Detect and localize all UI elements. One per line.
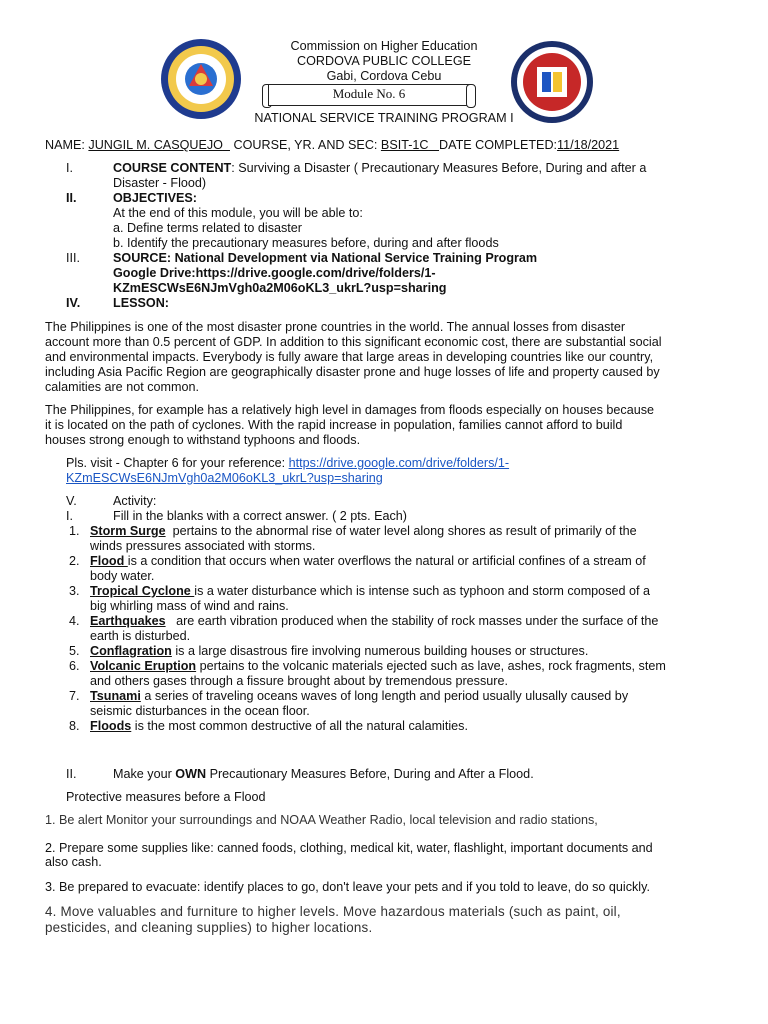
- course-content-text-cont: Disaster - Flood): [113, 176, 207, 190]
- item-number: 4.: [69, 614, 80, 628]
- item-text-cont: seismic disturbances in the ocean floor.: [90, 704, 310, 718]
- student-name: JUNGIL M. CASQUEJO: [88, 138, 223, 152]
- fill-item: [90, 659, 666, 674]
- item-text-cont: earth is disturbed.: [90, 629, 191, 643]
- answer-tropical-cyclone: Tropical Cyclone: [90, 584, 195, 598]
- part-2-number: II.: [66, 767, 77, 781]
- item-number: 7.: [69, 689, 80, 703]
- date-completed: 11/18/2021: [557, 138, 620, 152]
- objective-a: a. Define terms related to disaster: [113, 221, 302, 235]
- section-1-course-content: [113, 161, 646, 176]
- student-course: BSIT-1C: [380, 138, 429, 152]
- measure-1: 1. Be alert Monitor your surroundings and NOAA Weather Radio, local television and radio stations,: [45, 813, 598, 827]
- item-text: is the most common destructive of all the natural calamities.: [131, 719, 468, 733]
- module-banner: [262, 84, 474, 106]
- lesson-p1-line: including Asia Pacific Region are geographically disaster prone and huge losses of life and property caused by: [45, 365, 660, 379]
- student-info: [45, 138, 619, 153]
- source-line: [113, 251, 537, 266]
- part-2-pre: Make your: [113, 767, 176, 781]
- lesson-p2-line: houses strong enough to withstand typhoons and floods.: [45, 433, 361, 447]
- item-text: is a condition that occurs when water overflows the natural or artificial confines of a stream of: [127, 554, 646, 568]
- source-drive-line-1: Google Drive:https://drive.google.com/drive/folders/1-: [113, 266, 436, 280]
- header-commission: Commission on Higher Education: [290, 39, 478, 53]
- date-label: DATE COMPLETED:: [439, 138, 558, 152]
- course-content-text: : Surviving a Disaster ( Precautionary Measures Before, During and after a: [231, 161, 647, 175]
- answer-flood: Flood: [90, 554, 128, 568]
- fill-item: [90, 524, 637, 539]
- reference-text: Pls. visit - Chapter 6 for your reference:: [66, 456, 289, 470]
- measure-2-cont: also cash.: [45, 855, 102, 869]
- objectives-intro: At the end of this module, you will be able to:: [113, 206, 363, 220]
- name-label: NAME:: [45, 138, 85, 152]
- lesson-p1-line: calamities are not common.: [45, 380, 199, 394]
- lesson-p1-line: account more than 0.5 percent of GDP. In addition to this significant economic cost, there are substantial social: [45, 335, 662, 349]
- program-title: NATIONAL SERVICE TRAINING PROGRAM I: [254, 111, 514, 125]
- source-drive-line-2: KZmESCWsE6NJmVgh0a2M06oKL3_ukrL?usp=sharing: [113, 281, 447, 295]
- activity-label: Activity:: [113, 494, 157, 508]
- fill-item: [90, 554, 646, 569]
- measure-3: 3. Be prepared to evacuate: identify places to go, don't leave your pets and if you told to leave, do so quickly.: [45, 880, 650, 894]
- header-college: CORDOVA PUBLIC COLLEGE: [296, 54, 472, 68]
- source-text: : National Development via National Service Training Program: [166, 251, 538, 265]
- measure-4: 4. Move valuables and furniture to higher levels. Move hazardous materials (such as paint, oil,: [45, 904, 621, 919]
- item-text: are earth vibration produced when the stability of rock masses under the surface of the: [165, 614, 659, 628]
- item-number: 6.: [69, 659, 80, 673]
- reference-line: [66, 456, 509, 471]
- header-address: Gabi, Cordova Cebu: [326, 69, 442, 83]
- course-label: COURSE, YR. AND SEC:: [233, 138, 378, 152]
- section-4-number: IV.: [66, 296, 81, 310]
- answer-tsunami: Tsunami: [90, 689, 141, 703]
- answer-earthquakes: Earthquakes: [90, 614, 166, 628]
- measure-4-cont: pesticides, and cleaning supplies) to higher locations.: [45, 920, 373, 935]
- reference-link[interactable]: https://drive.google.com/drive/folders/1-: [288, 456, 510, 470]
- measure-2: 2. Prepare some supplies like: canned foods, clothing, medical kit, water, flashlight, important documents and: [45, 841, 653, 855]
- item-text: is a water disturbance which is intense such as typhoon and storm composed of a: [194, 584, 650, 598]
- section-1-number: I.: [66, 161, 73, 175]
- item-number: 2.: [69, 554, 80, 568]
- fill-item: [90, 644, 588, 659]
- item-text: is a large disastrous fire involving numerous building houses or structures.: [171, 644, 589, 658]
- part-2-own: OWN: [175, 767, 207, 781]
- item-text-cont: and others gases through a fissure brought about by tremendous pressure.: [90, 674, 508, 688]
- lesson-p1-line: The Philippines is one of the most disaster prone countries in the world. The annual losses from disaster: [45, 320, 626, 334]
- answer-conflagration: Conflagration: [90, 644, 172, 658]
- fill-item: [90, 719, 468, 734]
- reference-link-cont[interactable]: KZmESCWsE6NJmVgh0a2M06oKL3_ukrL?usp=sharing: [66, 471, 383, 485]
- lesson-p2-line: The Philippines, for example has a relatively high level in damages from floods especially on houses because: [45, 403, 655, 417]
- section-5-number: V.: [66, 494, 77, 508]
- item-text-cont: winds pressures associated with storms.: [90, 539, 316, 553]
- part-2-post: Precautionary Measures Before, During and After a Flood.: [206, 767, 534, 781]
- lesson-p1-line: and environmental impacts. Everybody is fully aware that large areas in developing countries like our country,: [45, 350, 654, 364]
- course-content-label: COURSE CONTENT: [113, 161, 232, 175]
- part-2-instructions: [113, 767, 534, 782]
- item-text-cont: big whirling mass of wind and rains.: [90, 599, 289, 613]
- lesson-p2-line: it is located on the path of cyclones. With the rapid increase in population, families cannot afford to build: [45, 418, 623, 432]
- answer-volcanic-eruption: Volcanic Eruption: [90, 659, 197, 673]
- fill-item: [90, 584, 650, 599]
- answer-floods: Floods: [90, 719, 132, 733]
- section-2-number: II.: [66, 191, 77, 205]
- item-number: 1.: [69, 524, 80, 538]
- item-text: pertains to the abnormal rise of water level along shores as result of primarily of the: [165, 524, 637, 538]
- fill-item: [90, 614, 658, 629]
- part-1-number: I.: [66, 509, 73, 523]
- item-number: 5.: [69, 644, 80, 658]
- answer-storm-surge: Storm Surge: [90, 524, 166, 538]
- fill-item: [90, 689, 628, 704]
- objective-b: b. Identify the precautionary measures before, during and after floods: [113, 236, 499, 250]
- protective-measures-heading: Protective measures before a Flood: [66, 790, 266, 804]
- item-number: 3.: [69, 584, 80, 598]
- item-number: 8.: [69, 719, 80, 733]
- section-3-number: III.: [66, 251, 80, 265]
- part-1-instructions: Fill in the blanks with a correct answer. ( 2 pts. Each): [113, 509, 407, 523]
- source-label: SOURCE: [113, 251, 167, 265]
- module-number: Module No. 6: [332, 86, 406, 101]
- item-text: a series of traveling oceans waves of long length and period usually ulusally caused by: [140, 689, 629, 703]
- item-text: pertains to the volcanic materials ejected such as lave, ashes, rock fragments, stem: [196, 659, 666, 673]
- item-text-cont: body water.: [90, 569, 155, 583]
- objectives-label: OBJECTIVES:: [113, 191, 197, 205]
- lesson-label: LESSON:: [113, 296, 169, 310]
